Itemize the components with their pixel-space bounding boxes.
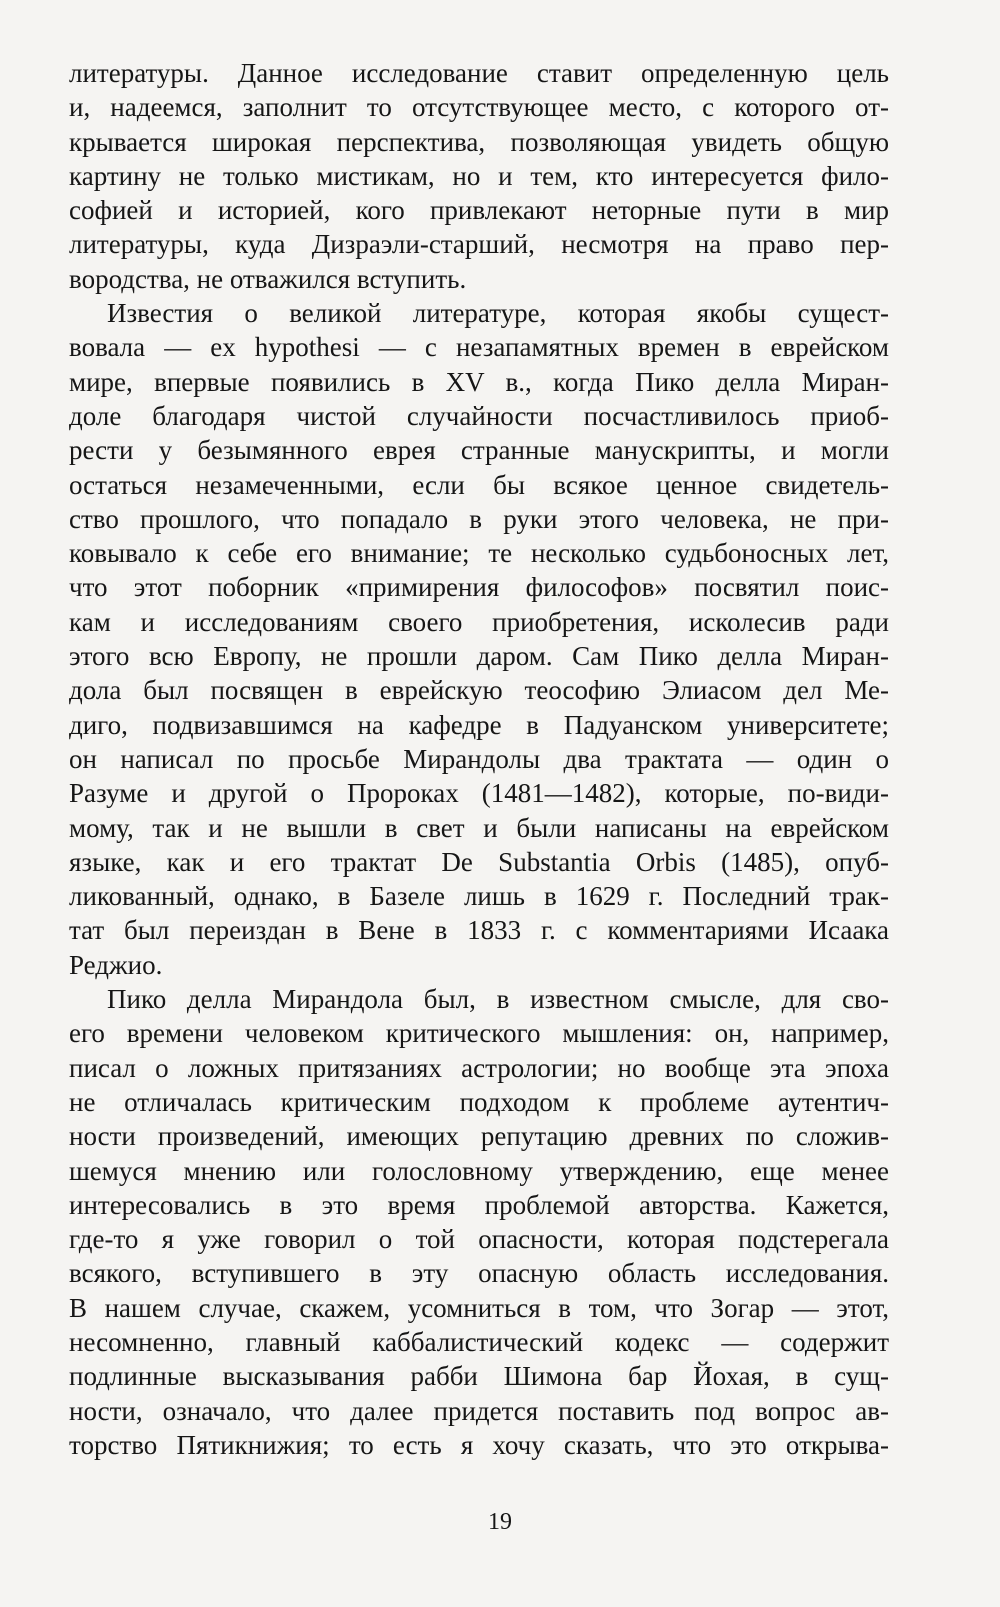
text-line: интересовались в это время проблемой авторства. Кажется, bbox=[69, 1189, 889, 1220]
text-line: софией и историей, кого привлекают неторные пути в мир bbox=[69, 195, 889, 226]
text-line: что этот поборник «примирения философов» посвятил поис- bbox=[69, 572, 889, 603]
text-line: он написал по просьбе Мирандолы два трактата — один о bbox=[69, 743, 889, 774]
text-line: всякого, вступившего в эту опасную область исследования. bbox=[69, 1258, 889, 1289]
text-line: несомненно, главный каббалистический кодекс — содержит bbox=[69, 1326, 889, 1357]
text-line: писал о ложных притязаниях астрологии; но вообще эта эпоха bbox=[69, 1052, 889, 1083]
page-number: 19 bbox=[488, 1509, 512, 1535]
text-line: ности, означало, что далее придется поставить под вопрос ав- bbox=[69, 1395, 889, 1426]
text-line: шемуся мнению или голословному утверждению, еще менее bbox=[69, 1155, 889, 1186]
paragraph bbox=[69, 296, 889, 982]
text-line: ности произведений, имеющих репутацию древних по сложив- bbox=[69, 1121, 889, 1152]
text-line: торство Пятикнижия; то есть я хочу сказать, что это открыва- bbox=[69, 1429, 889, 1460]
text-line: где-то я уже говорил о той опасности, которая подстерегала bbox=[69, 1224, 889, 1255]
text-line: и, надеемся, заполнит то отсутствующее место, с которого от- bbox=[69, 92, 889, 123]
text-line: тат был переиздан в Вене в 1833 г. с комментариями Исаака bbox=[69, 915, 889, 946]
text-line: Реджио. bbox=[69, 949, 163, 980]
text-line: вородства, не отважился вступить. bbox=[69, 263, 467, 294]
text-line: вовала — ex hypothesi — с незапамятных времен в еврейском bbox=[69, 332, 889, 363]
text-line: этого всю Европу, не прошли даром. Сам Пико делла Миран- bbox=[69, 641, 889, 672]
text-line: ство прошлого, что попадало в руки этого человека, не при- bbox=[69, 503, 889, 534]
text-line: крывается широкая перспектива, позволяющая увидеть общую bbox=[69, 126, 889, 157]
text-line: мире, впервые появились в XV в., когда Пико делла Миран- bbox=[69, 366, 889, 397]
text-line: В нашем случае, скажем, усомниться в том, что Зогар — этот, bbox=[69, 1292, 889, 1323]
text-line: Известия о великой литературе, которая якобы сущест- bbox=[107, 298, 889, 329]
text-line: литературы. Данное исследование ставит определенную цель bbox=[69, 58, 889, 88]
text-line: ковывало к себе его внимание; те несколько судьбоносных лет, bbox=[69, 538, 889, 569]
text-line: доле благодаря чистой случайности посчастливилось приоб- bbox=[69, 400, 889, 431]
text-line: дола был посвящен в еврейскую теософию Элиасом дел Ме- bbox=[69, 675, 889, 706]
text-line: остаться незамеченными, если бы всякое ценное свидетель- bbox=[69, 469, 889, 500]
body-text bbox=[69, 56, 889, 1462]
text-line: литературы, куда Дизраэли-старший, несмотря на право пер- bbox=[69, 229, 889, 260]
text-line: ликованный, однако, в Базеле лишь в 1629 г. Последний трак- bbox=[69, 881, 889, 912]
text-line: картину не только мистикам, но и тем, кто интересуется фило- bbox=[69, 160, 889, 191]
text-line: рести у безымянного еврея странные манускрипты, и могли bbox=[69, 435, 889, 466]
text-line: его времени человеком критического мышления: он, например, bbox=[69, 1018, 889, 1049]
text-line: кам и исследованиям своего приобретения, исколесив ради bbox=[69, 606, 889, 637]
text-line: языке, как и его трактат De Substantia Orbis (1485), опуб- bbox=[69, 846, 889, 877]
text-line: диго, подвизавшимся на кафедре в Падуанском университете; bbox=[69, 709, 889, 740]
text-line: не отличалась критическим подходом к проблеме аутентич- bbox=[69, 1086, 889, 1117]
text-line: подлинные высказывания рабби Шимона бар Йохая, в сущ- bbox=[69, 1361, 889, 1392]
paragraph bbox=[69, 982, 889, 1462]
text-line: Пико делла Мирандола был, в известном смысле, для сво- bbox=[107, 984, 889, 1015]
text-line: Разуме и другой о Пророках (1481—1482), которые, по-види- bbox=[69, 778, 889, 809]
paragraph bbox=[69, 56, 889, 296]
text-line: мому, так и не вышли в свет и были написаны на еврейском bbox=[69, 812, 889, 843]
